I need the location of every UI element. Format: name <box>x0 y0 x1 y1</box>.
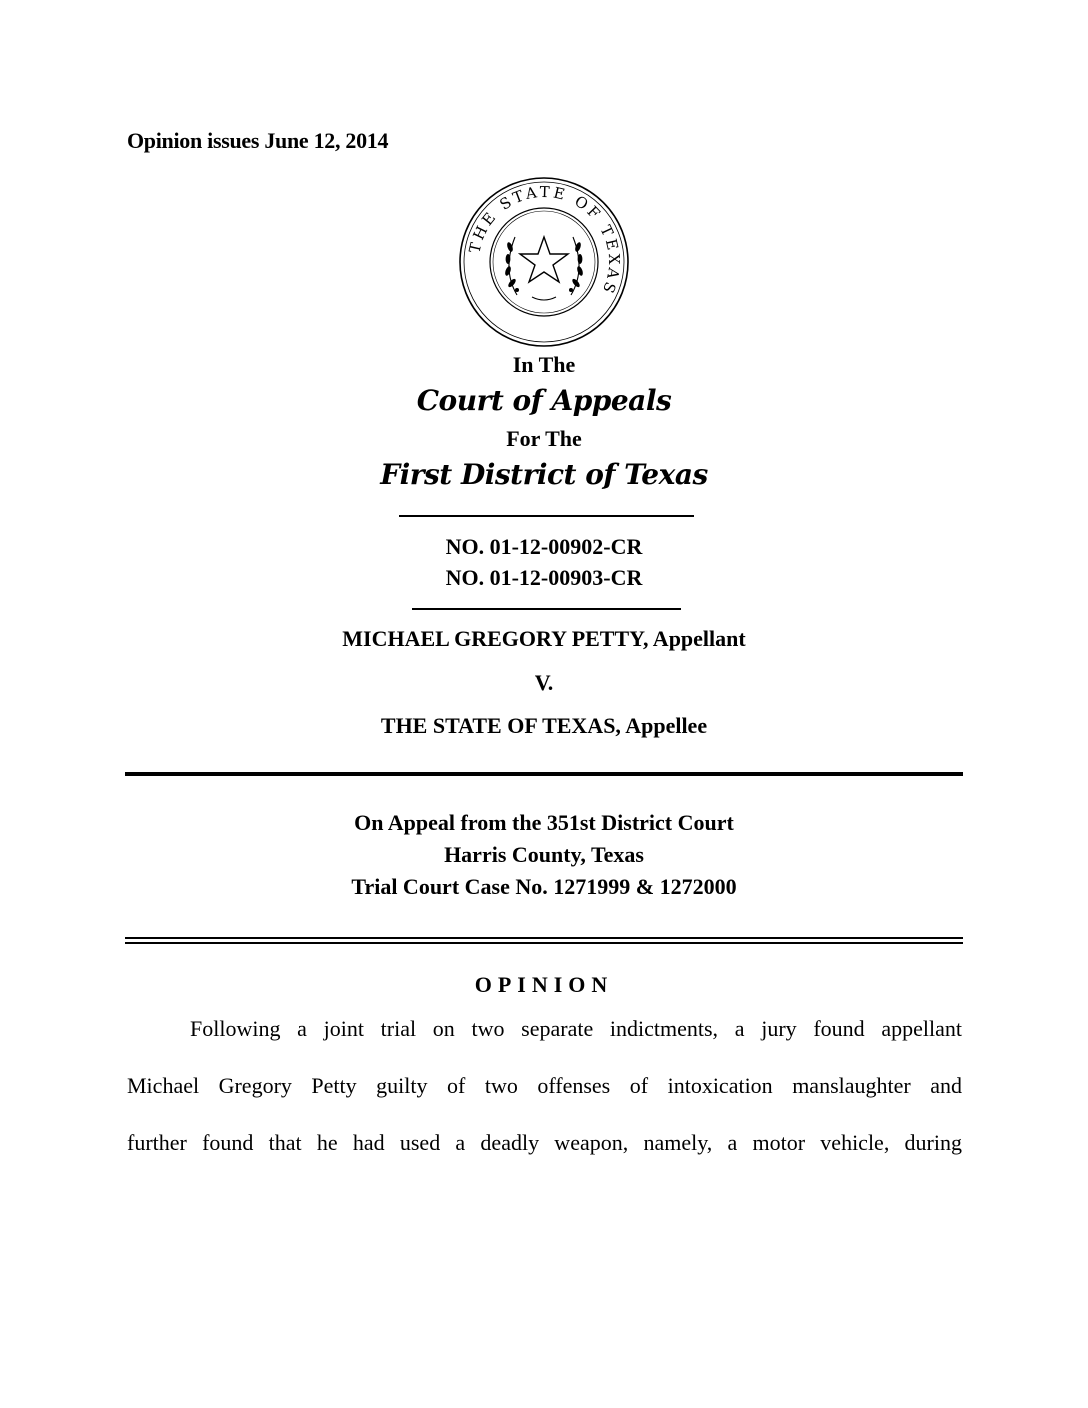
texas-court-seal-icon <box>457 175 631 349</box>
case-number: NO. 01-12-00903-CR <box>445 565 643 590</box>
appeal-from: On Appeal from the 351st District Court <box>354 810 734 835</box>
thick-divider <box>125 772 963 776</box>
trial-case-number: Trial Court Case No. 1271999 & 1272000 <box>351 874 737 899</box>
opinion-paragraph-line: further found that he had used a deadly weapon, namely, a motor vehicle, during <box>127 1130 962 1155</box>
double-divider-top <box>125 937 963 939</box>
court-for-the: For The <box>506 426 582 451</box>
court-name: Court of Appeals <box>416 384 672 417</box>
divider-line <box>399 515 694 517</box>
court-district: First District of Texas <box>380 458 708 491</box>
appellee-name: THE STATE OF TEXAS, Appellee <box>380 713 708 738</box>
double-divider-bottom <box>125 942 963 944</box>
opinion-heading: OPINION <box>474 972 614 997</box>
opinion-paragraph-line: Michael Gregory Petty guilty of two offenses of intoxication manslaughter and <box>127 1073 962 1098</box>
opinion-paragraph-line: Following a joint trial on two separate indictments, a jury found appellant <box>190 1016 962 1041</box>
issue-date: Opinion issues June 12, 2014 <box>127 128 389 153</box>
divider-line <box>412 608 681 610</box>
appellant-name: MICHAEL GREGORY PETTY, Appellant <box>342 626 746 651</box>
case-number: NO. 01-12-00902-CR <box>445 534 643 559</box>
svg-text:THE STATE OF TEXAS <box>466 183 624 299</box>
appeal-county: Harris County, Texas <box>444 842 644 867</box>
court-prefix: In The <box>512 352 576 377</box>
seal-text: THE STATE OF TEXAS <box>465 182 624 299</box>
versus: V. <box>534 670 554 695</box>
